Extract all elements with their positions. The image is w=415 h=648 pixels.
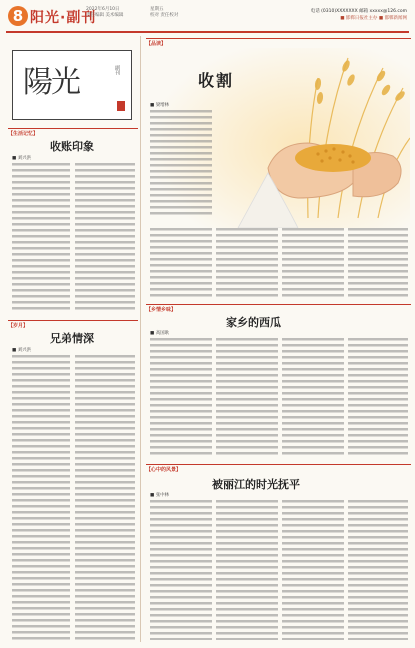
logo-subtitle: 副刊 — [114, 65, 120, 75]
article-body-watermelon-col1 — [150, 338, 212, 458]
section-tag-hometown: 【乡情乡味】 — [146, 304, 411, 313]
section-tag-scenery: 【心中的风景】 — [146, 464, 411, 473]
article-title-scrap-memory: 收账印象 — [50, 140, 94, 153]
article-body-scrap-memory-col2 — [75, 163, 135, 313]
author-scrap-memory: ■ 刘兴洪 — [12, 155, 31, 161]
header-rule — [6, 31, 409, 33]
author-brothers: ■ 刘兴洪 — [12, 347, 31, 353]
article-body-watermelon-col4 — [348, 338, 408, 458]
weekday-line: 星期五 — [150, 7, 164, 12]
masthead-title: 阳光·副刊 — [30, 10, 97, 26]
author-watermelon: ■ 高国耿 — [150, 330, 169, 336]
article-body-harvest-col1 — [150, 110, 212, 218]
column-divider — [140, 36, 141, 642]
article-body-harvest-col2 — [216, 228, 278, 298]
contact-info: 电话 (0310)XXXXXXX 邮箱 xxxxx@126.com — [310, 9, 407, 14]
article-title-watermelon: 家乡的西瓜 — [226, 316, 281, 329]
article-body-harvest-col1b — [150, 228, 212, 298]
section-tag-life-memory: 【生活记忆】 — [8, 128, 138, 137]
article-body-watermelon-col2 — [216, 338, 278, 458]
seal-stamp — [117, 101, 125, 111]
article-body-scrap-memory-col1 — [12, 163, 70, 313]
author-harvest: ■ 梁增林 — [150, 102, 169, 108]
article-body-lijiang-col1 — [150, 500, 212, 640]
date-line: 2022年6月10日 — [86, 7, 120, 12]
section-logo — [12, 50, 132, 120]
article-body-watermelon-col3 — [282, 338, 344, 458]
article-body-harvest-col3 — [282, 228, 344, 298]
proof-line: 校对 责任校对 — [150, 13, 179, 18]
logo-script: 陽光 — [23, 65, 79, 100]
article-body-lijiang-col4 — [348, 500, 408, 640]
article-body-harvest-col4 — [348, 228, 408, 298]
website-line: ■ 邯郸日报社主办 ■ 邯郸新闻网 — [340, 16, 407, 21]
editor-line: 责任编辑 美术编辑 — [86, 13, 124, 18]
section-tag-years: 【岁月】 — [8, 320, 138, 329]
article-title-brothers: 兄弟情深 — [50, 332, 94, 345]
author-lijiang: ■ 张中林 — [150, 492, 169, 498]
article-body-lijiang-col2 — [216, 500, 278, 640]
article-title-lijiang: 被丽江的时光抚平 — [212, 478, 300, 491]
article-body-lijiang-col3 — [282, 500, 344, 640]
article-body-brothers-col2 — [75, 355, 135, 640]
article-title-harvest: 收割 — [198, 71, 235, 90]
page-number-badge: 8 — [8, 6, 28, 26]
article-body-brothers-col1 — [12, 355, 70, 640]
section-tag-reading: 【品读】 — [146, 38, 411, 47]
